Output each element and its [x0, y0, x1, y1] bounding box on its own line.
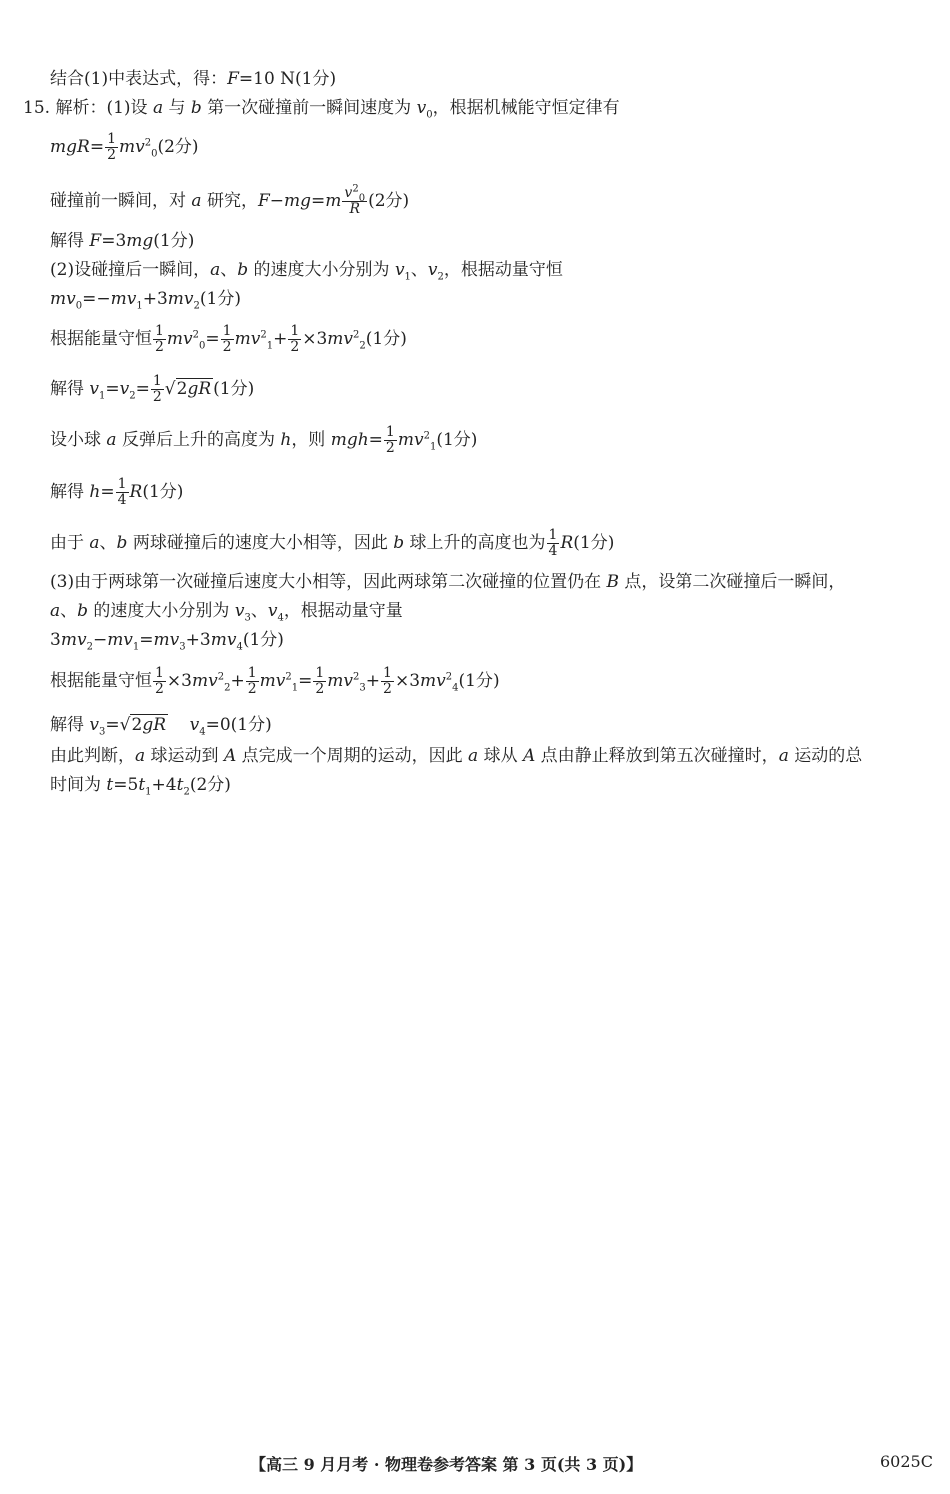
text-line-14: a、b 的速度大小分别为 $v_3$、$v_4$，根据动量守量 [50, 601, 403, 624]
text-line-2: 15. 解析：(1)设 a 与 b 第一次碰撞前一瞬间速度为 $v_0$，根据机械能守恒定律有 [23, 98, 620, 121]
footer-code: 6025C [880, 1452, 933, 1471]
text-line-5: 解得 F=3mg(1分) [50, 231, 195, 251]
equation-line-4: 碰撞前一瞬间，对 a 研究，F−mg=m $\frac{v^2_0}{R}$ (2分) [50, 183, 410, 217]
equation-line-9: 解得 $v_1=v_2=$ $\frac{1}{2}$ √2gR (1分) [50, 373, 255, 405]
equation-line-17: 解得 $v_3=√2gR$ $v_4=0(1$分) [50, 715, 272, 738]
text-line-19: 时间为 $t=5t_1+4t_2(2$分) [50, 775, 231, 798]
equation-line-10: 设小球 a 反弹后上升的高度为 h，则 mgh= $\frac{1}{2}$ $mv^2_1(1$分) [50, 424, 478, 456]
text-line-13: (3)由于两球第一次碰撞后速度大小相等，因此两球第二次碰撞的位置仍在 B 点，设第二次碰撞后一瞬间， [50, 572, 846, 592]
text-line-6: (2)设碰撞后一瞬间，a、b 的速度大小分别为 $v_1$、$v_2$，根据动量守恒 [50, 260, 563, 283]
footer-title: 【高三 9 月月考 · 物理卷参考答案 第 3 页(共 3 页)】 [250, 1455, 643, 1474]
equation-line-8: 根据能量守恒 $\frac{1}{2}$ $mv^2_0=$ $\frac{1}{2}$ $mv^2_1+$ $\frac{1}{2}$ $\times 3mv^2_2(1$分) [50, 323, 407, 355]
text-line-18: 由此判断，a 球运动到 A 点完成一个周期的运动，因此 a 球从 A 点由静止释放到第五次碰撞时，a 运动的总 [50, 746, 863, 766]
text-line-12: 由于 a、b 两球碰撞后的速度大小相等，因此 b 球上升的高度也为 $\frac{1}{4}$ R(1分) [50, 527, 615, 559]
equation-line-11: 解得 h= $\frac{1}{4}$ R(1分) [50, 476, 184, 508]
text-line-1: 结合(1)中表达式，得：F=10 N(1分) [50, 69, 337, 89]
equation-line-3: mgR= $\frac{1}{2}$ $mv^2_0(2$分) [50, 131, 199, 163]
equation-line-16: 根据能量守恒 $\frac{1}{2}$ $\times 3mv^2_2+$ $\frac{1}{2}$ $mv^2_1=$ $\frac{1}{2}$ $mv^2_3+$ $\frac{1}{2}$ $\times 3mv^2_4(1$分) [50, 665, 500, 697]
equation-line-7: $mv_0=-mv_1+3mv_2(1$分) [50, 289, 241, 312]
equation-line-15: $3mv_2-mv_1=mv_3+3mv_4(1$分) [50, 630, 284, 653]
